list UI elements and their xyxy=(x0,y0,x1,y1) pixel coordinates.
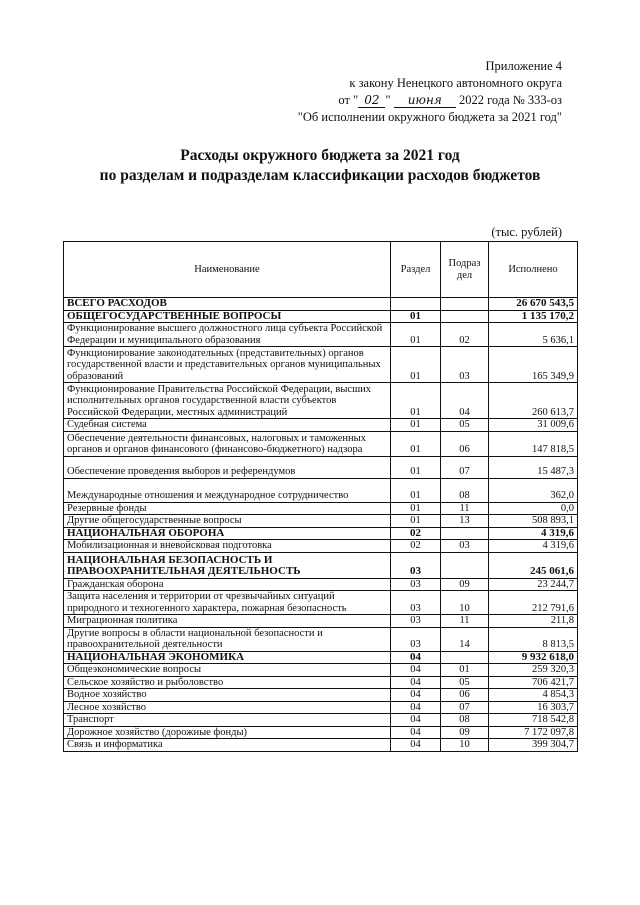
cell-name: Гражданская оборона xyxy=(64,578,391,591)
cell-section: 01 xyxy=(391,419,441,432)
column-header-section: Раздел xyxy=(391,242,441,298)
cell-section: 03 xyxy=(391,627,441,651)
cell-name: Сельское хозяйство и рыболовство xyxy=(64,676,391,689)
cell-name: Резервные фонды xyxy=(64,502,391,515)
table-row xyxy=(64,651,578,664)
cell-subsection: 13 xyxy=(441,515,489,528)
cell-section: 01 xyxy=(391,383,441,419)
cell-section: 01 xyxy=(391,347,441,383)
cell-name: ВСЕГО РАСХОДОВ xyxy=(64,298,391,311)
cell-amount: 4 319,6 xyxy=(489,540,578,553)
cell-section: 01 xyxy=(391,502,441,515)
cell-name: Водное хозяйство xyxy=(64,689,391,702)
cell-subsection: 14 xyxy=(441,627,489,651)
cell-amount: 4 854,3 xyxy=(489,689,578,702)
appendix-title: Приложение 4 xyxy=(485,59,562,73)
column-header-amount: Исполнено xyxy=(489,242,578,298)
table-row xyxy=(64,689,578,702)
table-row xyxy=(64,419,578,432)
cell-subsection: 04 xyxy=(441,383,489,419)
cell-name: Связь и информатика xyxy=(64,739,391,752)
cell-name: Общеэкономические вопросы xyxy=(64,664,391,677)
cell-name: Функционирование законодательных (представительных) органов государственной власти и представительных органов муниципальных образований xyxy=(64,347,391,383)
cell-amount: 399 304,7 xyxy=(489,739,578,752)
cell-subsection: 03 xyxy=(441,540,489,553)
table-row xyxy=(64,540,578,553)
table-row xyxy=(64,298,578,311)
cell-name: Функционирование Правительства Российской Федерации, высших исполнительных органов государственной власти субъектов Российской Федерации, местных администраций xyxy=(64,383,391,419)
cell-section: 04 xyxy=(391,664,441,677)
cell-amount: 15 487,3 xyxy=(489,456,578,478)
date-from-label: от " xyxy=(338,93,359,107)
cell-section: 04 xyxy=(391,651,441,664)
table-row xyxy=(64,310,578,323)
cell-name: НАЦИОНАЛЬНАЯ ОБОРОНА xyxy=(64,527,391,540)
cell-subsection: 06 xyxy=(441,689,489,702)
table-row xyxy=(64,456,578,478)
cell-name: Дорожное хозяйство (дорожные фонды) xyxy=(64,726,391,739)
table-row xyxy=(64,664,578,677)
cell-amount: 9 932 618,0 xyxy=(489,651,578,664)
column-header-subsection: Подраз дел xyxy=(441,242,489,298)
cell-name: Мобилизационная и вневойсковая подготовка xyxy=(64,540,391,553)
cell-amount: 260 613,7 xyxy=(489,383,578,419)
cell-name: НАЦИОНАЛЬНАЯ БЕЗОПАСНОСТЬ И ПРАВООХРАНИТЕЛЬНАЯ ДЕЯТЕЛЬНОСТЬ xyxy=(64,552,391,578)
table-row xyxy=(64,323,578,347)
cell-subsection xyxy=(441,552,489,578)
table-row xyxy=(64,431,578,456)
column-header-name: Наименование xyxy=(64,242,391,298)
cell-subsection: 10 xyxy=(441,591,489,615)
cell-amount: 31 009,6 xyxy=(489,419,578,432)
cell-name: Другие вопросы в области национальной безопасности и правоохранительной деятельности xyxy=(64,627,391,651)
cell-amount: 0,0 xyxy=(489,502,578,515)
cell-name: Другие общегосударственные вопросы xyxy=(64,515,391,528)
cell-section: 04 xyxy=(391,714,441,727)
cell-subsection: 07 xyxy=(441,701,489,714)
table-header-row xyxy=(64,242,578,298)
cell-subsection xyxy=(441,298,489,311)
cell-section xyxy=(391,298,441,311)
cell-subsection: 10 xyxy=(441,739,489,752)
appendix-header xyxy=(298,58,562,126)
cell-section: 02 xyxy=(391,540,441,553)
cell-amount: 7 172 097,8 xyxy=(489,726,578,739)
table-row xyxy=(64,347,578,383)
cell-subsection xyxy=(441,310,489,323)
table-row xyxy=(64,701,578,714)
cell-name: Транспорт xyxy=(64,714,391,727)
cell-section: 04 xyxy=(391,701,441,714)
cell-section: 03 xyxy=(391,578,441,591)
cell-section: 01 xyxy=(391,515,441,528)
cell-section: 01 xyxy=(391,323,441,347)
cell-name: Лесное хозяйство xyxy=(64,701,391,714)
cell-name: Защита населения и территории от чрезвычайных ситуаций природного и техногенного характера, пожарная безопасность xyxy=(64,591,391,615)
cell-amount: 718 542,8 xyxy=(489,714,578,727)
document-title xyxy=(40,146,600,186)
cell-name: НАЦИОНАЛЬНАЯ ЭКОНОМИКА xyxy=(64,651,391,664)
cell-subsection xyxy=(441,651,489,664)
cell-amount: 245 061,6 xyxy=(489,552,578,578)
cell-section: 01 xyxy=(391,456,441,478)
cell-amount: 508 893,1 xyxy=(489,515,578,528)
table-row xyxy=(64,478,578,502)
cell-amount: 26 670 543,5 xyxy=(489,298,578,311)
cell-subsection: 08 xyxy=(441,714,489,727)
appendix-subject: "Об исполнении окружного бюджета за 2021 год" xyxy=(297,110,562,124)
cell-name: Международные отношения и международное сотрудничество xyxy=(64,478,391,502)
title-line-1: Расходы окружного бюджета за 2021 год xyxy=(180,147,460,164)
appendix-law: к закону Ненецкого автономного округа xyxy=(349,76,562,90)
cell-subsection: 11 xyxy=(441,502,489,515)
cell-name: Функционирование высшего должностного лица субъекта Российской Федерации и муниципального образования xyxy=(64,323,391,347)
cell-amount: 211,8 xyxy=(489,615,578,628)
cell-subsection: 09 xyxy=(441,726,489,739)
handwritten-day: 02 xyxy=(358,93,385,108)
cell-subsection: 03 xyxy=(441,347,489,383)
cell-subsection: 09 xyxy=(441,578,489,591)
cell-section: 04 xyxy=(391,726,441,739)
cell-section: 01 xyxy=(391,431,441,456)
cell-amount: 16 303,7 xyxy=(489,701,578,714)
cell-amount: 147 818,5 xyxy=(489,431,578,456)
cell-amount: 259 320,3 xyxy=(489,664,578,677)
table-row xyxy=(64,676,578,689)
table-row xyxy=(64,527,578,540)
cell-amount: 706 421,7 xyxy=(489,676,578,689)
cell-subsection: 02 xyxy=(441,323,489,347)
cell-amount: 1 135 170,2 xyxy=(489,310,578,323)
cell-amount: 4 319,6 xyxy=(489,527,578,540)
cell-subsection: 01 xyxy=(441,664,489,677)
cell-amount: 23 244,7 xyxy=(489,578,578,591)
table-row xyxy=(64,627,578,651)
cell-section: 04 xyxy=(391,689,441,702)
date-quote: " xyxy=(385,93,391,107)
cell-amount: 212 791,6 xyxy=(489,591,578,615)
handwritten-month: июня xyxy=(394,93,456,108)
table-row xyxy=(64,578,578,591)
table-row xyxy=(64,726,578,739)
table-row xyxy=(64,714,578,727)
cell-section: 02 xyxy=(391,527,441,540)
table-row xyxy=(64,552,578,578)
cell-subsection: 08 xyxy=(441,478,489,502)
appendix-date xyxy=(298,92,562,109)
cell-subsection: 07 xyxy=(441,456,489,478)
expenditure-table xyxy=(63,241,578,752)
cell-section: 03 xyxy=(391,591,441,615)
cell-subsection xyxy=(441,527,489,540)
table-row xyxy=(64,383,578,419)
cell-name: Обеспечение деятельности финансовых, налоговых и таможенных органов и органов финансового (финансово-бюджетного) надзора xyxy=(64,431,391,456)
cell-name: Обеспечение проведения выборов и референдумов xyxy=(64,456,391,478)
cell-name: Судебная система xyxy=(64,419,391,432)
year-number: 2022 года № 333-оз xyxy=(458,93,562,107)
cell-amount: 5 636,1 xyxy=(489,323,578,347)
table-row xyxy=(64,515,578,528)
cell-subsection: 06 xyxy=(441,431,489,456)
cell-name: ОБЩЕГОСУДАРСТВЕННЫЕ ВОПРОСЫ xyxy=(64,310,391,323)
cell-section: 01 xyxy=(391,478,441,502)
table-row xyxy=(64,502,578,515)
table-row xyxy=(64,591,578,615)
table-row xyxy=(64,739,578,752)
cell-amount: 8 813,5 xyxy=(489,627,578,651)
cell-amount: 165 349,9 xyxy=(489,347,578,383)
cell-section: 04 xyxy=(391,676,441,689)
cell-subsection: 05 xyxy=(441,419,489,432)
cell-name: Миграционная политика xyxy=(64,615,391,628)
cell-subsection: 05 xyxy=(441,676,489,689)
cell-section: 01 xyxy=(391,310,441,323)
unit-label: (тыс. рублей) xyxy=(491,225,562,239)
title-line-2: по разделам и подразделам классификации расходов бюджетов xyxy=(99,167,541,184)
cell-amount: 362,0 xyxy=(489,478,578,502)
cell-section: 04 xyxy=(391,739,441,752)
table-row xyxy=(64,615,578,628)
cell-section: 03 xyxy=(391,615,441,628)
cell-section: 03 xyxy=(391,552,441,578)
cell-subsection: 11 xyxy=(441,615,489,628)
